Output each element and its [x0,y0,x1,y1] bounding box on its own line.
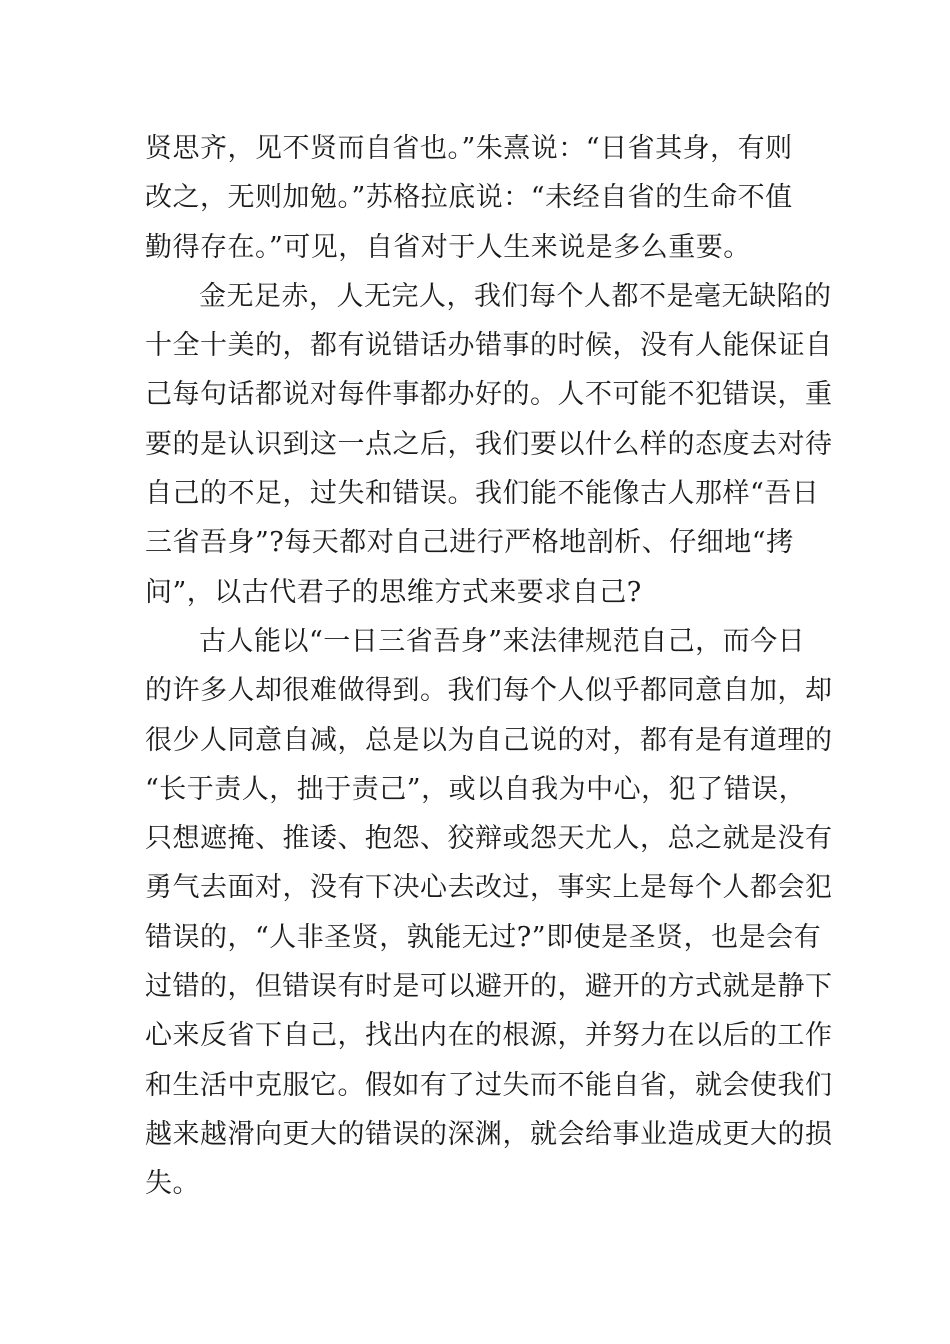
text-line: 只想遮掩、推诿、抱怨、狡辩或怨天尤人，总之就是没有 [145,823,833,855]
text-line: 改之，无则加勉。”苏格拉底说：“未经自省的生命不值 [145,182,793,214]
text-line: 问”，以古代君子的思维方式来要求自己? [145,576,642,608]
text-line: 的许多人却很难做得到。我们每个人似乎都同意自加，却 [145,675,833,707]
text-line: 三省吾身”?每天都对自己进行严格地剖析、仔细地“拷 [145,527,794,559]
text-line: 勤得存在。”可见，自省对于人生来说是多么重要。 [145,231,751,263]
paragraph-1 [145,124,810,272]
paragraph-2 [145,272,833,617]
text-line: 越来越滑向更大的错误的深渊，就会给事业造成更大的损 [145,1118,833,1150]
text-line: “长于责人，拙于责己”，或以自我为中心，犯了错误， [145,773,807,805]
body-text [145,124,833,1209]
text-line: 失。 [145,1168,200,1200]
text-line: 心来反省下自己，找出内在的根源，并努力在以后的工作 [145,1020,833,1052]
text-line: 十全十美的，都有说错话办错事的时候，没有人能保证自 [145,330,833,362]
text-line: 过错的，但错误有时是可以避开的，避开的方式就是静下 [145,971,833,1003]
text-line: 错误的，“人非圣贤，孰能无过?”即使是圣贤，也是会有 [145,921,822,953]
text-line: 金无足赤，人无完人，我们每个人都不是毫无缺陷的 [199,280,832,312]
text-line: 和生活中克服它。假如有了过失而不能自省，就会使我们 [145,1069,833,1101]
text-line: 勇气去面对，没有下决心去改过，事实上是每个人都会犯 [145,872,833,904]
text-line: 己每句话都说对每件事都办好的。人不可能不犯错误，重 [145,379,833,411]
text-line: 贤思齐，见不贤而自省也。”朱熹说：“日省其身，有则 [145,133,793,164]
text-line: 很少人同意自减，总是以为自己说的对，都有是有道理的 [145,724,833,756]
text-line: 要的是认识到这一点之后，我们要以什么样的态度去对待 [145,428,833,460]
text-line: 自己的不足，过失和错误。我们能不能像古人那样“吾日 [145,478,820,510]
text-line: 古人能以“一日三省吾身”来法律规范自己，而今日 [199,625,806,657]
paragraph-3 [145,617,833,1209]
